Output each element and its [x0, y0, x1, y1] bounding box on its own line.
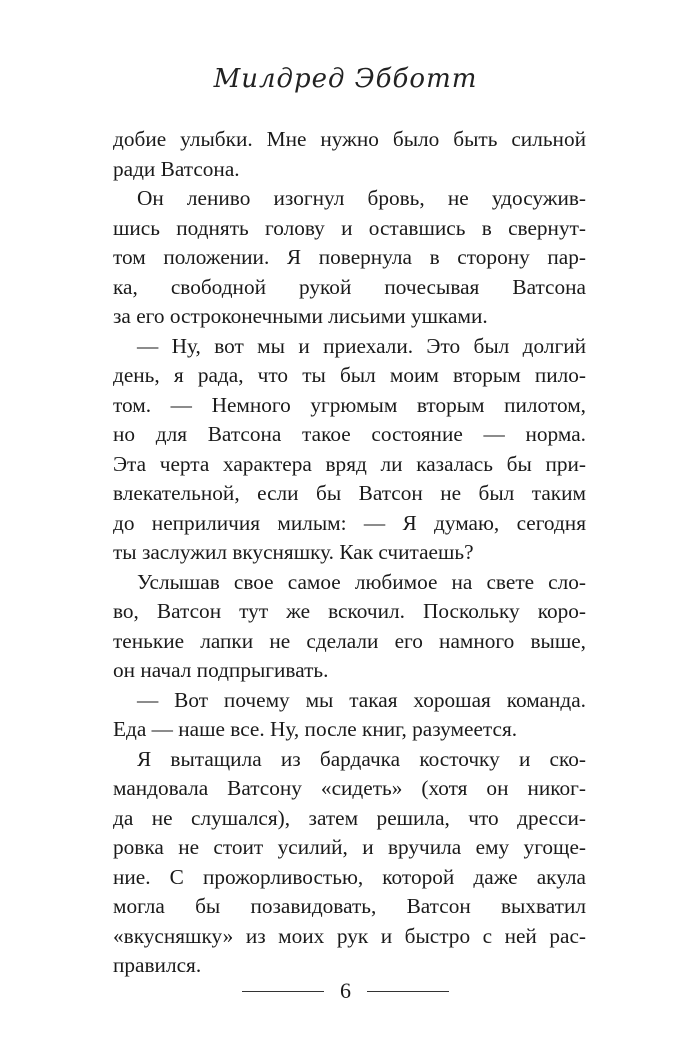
- text-line: ради Ватсона.: [113, 156, 240, 181]
- text-line: день, я рада, что ты был моим вторым пило-: [113, 363, 586, 387]
- running-head: Милдред Эбботт: [213, 64, 478, 94]
- text-line: до неприличия милым: — Я думаю, сегодня: [113, 510, 586, 535]
- footer-rule-right: [367, 991, 449, 992]
- page-footer: [0, 978, 691, 1004]
- text-line: он начал подпрыгивать.: [113, 658, 329, 682]
- text-line: шись поднять голову и оставшись в свернут-: [113, 215, 586, 240]
- text-line: правился.: [113, 953, 202, 977]
- text-line: за его остроконечными лисьими ушками.: [113, 304, 488, 328]
- text-line: Я вытащила из бардачка косточку и ско-: [137, 746, 586, 771]
- text-line: Эта черта характера вряд ли казалась бы при-: [113, 451, 586, 476]
- text-line: да не слушался), затем решила, что дресси-: [113, 805, 586, 830]
- text-line: во, Ватсон тут же вскочил. Поскольку коро-: [113, 599, 586, 623]
- text-line: влекательной, если бы Ватсон не был таким: [113, 481, 586, 505]
- footer-rule-left: [242, 991, 324, 992]
- page-number: 6: [340, 978, 351, 1003]
- text-line: мандовала Ватсону «сидеть» (хотя он никог-: [113, 776, 586, 800]
- body-text: [113, 125, 586, 981]
- text-line: ты заслужил вкусняшку. Как считаешь?: [113, 540, 474, 564]
- text-line: добие улыбки. Мне нужно было быть сильной: [113, 127, 586, 151]
- text-line: но для Ватсона такое состояние — норма.: [113, 422, 586, 446]
- text-line: Еда — наше все. Ну, после книг, разумеется.: [113, 717, 518, 741]
- text-line: «вкусняшку» из моих рук и быстро с ней рас-: [113, 923, 586, 948]
- text-line: ка, свободной рукой почесывая Ватсона: [113, 274, 586, 299]
- text-line: тенькие лапки не сделали его намного выше,: [113, 628, 586, 653]
- text-line: — Ну, вот мы и приехали. Это был долгий: [137, 333, 586, 358]
- text-line: — Вот почему мы такая хорошая команда.: [137, 687, 586, 712]
- text-line: ние. С прожорливостью, которой даже акула: [113, 864, 586, 889]
- text-line: Услышав свое самое любимое на свете сло-: [137, 569, 586, 594]
- text-line: том. — Немного угрюмым вторым пилотом,: [113, 392, 586, 417]
- text-line: Он лениво изогнул бровь, не удосужив-: [137, 186, 586, 210]
- text-line: том положении. Я повернула в сторону пар-: [113, 245, 586, 269]
- text-line: ровка не стоит усилий, и вручила ему угоще-: [113, 835, 586, 859]
- text-line: могла бы позавидовать, Ватсон выхватил: [113, 894, 586, 918]
